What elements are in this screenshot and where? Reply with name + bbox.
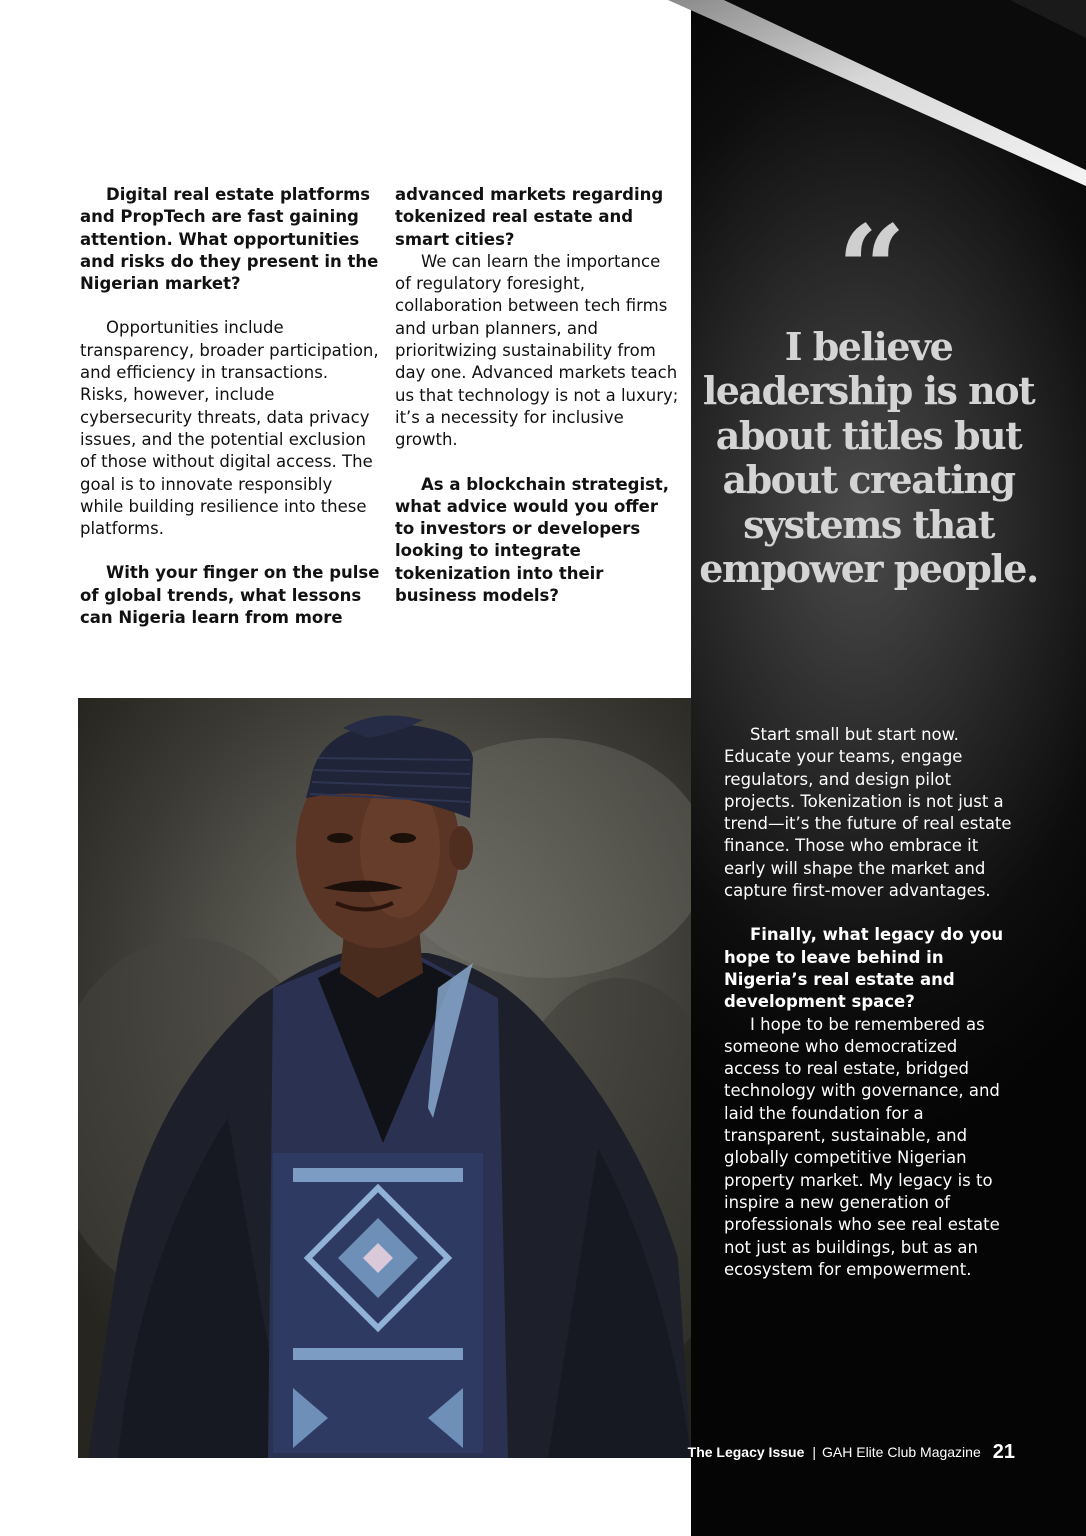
magazine-name: GAH Elite Club Magazine: [822, 1444, 981, 1460]
article-column-3: [724, 724, 1014, 1281]
page-footer: [620, 1440, 1015, 1464]
quote-mark-icon: “: [836, 199, 901, 340]
portrait-photo: [78, 698, 691, 1458]
answer-global-trends: We can learn the importance of regulatory foresight, collaboration between tech firms and urban planners, and prioritwizing sustainability from day one. Advanced markets teach us that technology is not a luxury; it’s a necessity for inclusive growth.: [395, 251, 679, 450]
question-legacy: Finally, what legacy do you hope to leave behind in Nigeria’s real estate and development space?: [724, 925, 1004, 1012]
footer-separator: |: [812, 1444, 816, 1460]
issue-title: The Legacy Issue: [687, 1444, 805, 1460]
question-global-trends-start: With your finger on the pulse of global trends, what lessons can Nigeria learn from more: [80, 563, 380, 628]
answer-legacy: I hope to be remembered as someone who democratized access to real estate, bridged technology with governance, and laid the foundation for a transparent, sustainable, and globally competitive Nigerian property market. My legacy is to inspire a new generation of professionals who see real estate not just as buildings, but as an ecosystem for empowerment.: [724, 1014, 1000, 1279]
question-tokenization-advice: As a blockchain strategist, what advice would you offer to investors or developers looking to integrate tokenization into their business models?: [395, 474, 670, 606]
page-number: 21: [992, 1441, 1015, 1463]
answer-tokenization-advice: Start small but start now. Educate your teams, engage regulators, and design pilot projects. Tokenization is not just a trend—it’s the future of real estate finance. Those who embrace it early will shape the market and capture first-mover advantages.: [724, 725, 1012, 901]
question-proptech: Digital real estate platforms and PropTech are fast gaining attention. What opportunities and risks do they present in the Nigerian market?: [80, 185, 379, 294]
article-column-2: [395, 184, 680, 607]
question-global-trends-end: advanced markets regarding tokenized real estate and smart cities?: [395, 185, 664, 249]
pull-quote: I believe leadership is not about titles but about creating systems that empower people.: [699, 324, 1038, 592]
answer-proptech: Opportunities include transparency, broader participation, and efficiency in transactions. Risks, however, include cybersecurity threats, data privacy issues, and the potential exclusion of those without digital access. The goal is to innovate responsibly while building resilience into these platforms.: [80, 318, 379, 539]
article-column-1: [80, 184, 380, 629]
